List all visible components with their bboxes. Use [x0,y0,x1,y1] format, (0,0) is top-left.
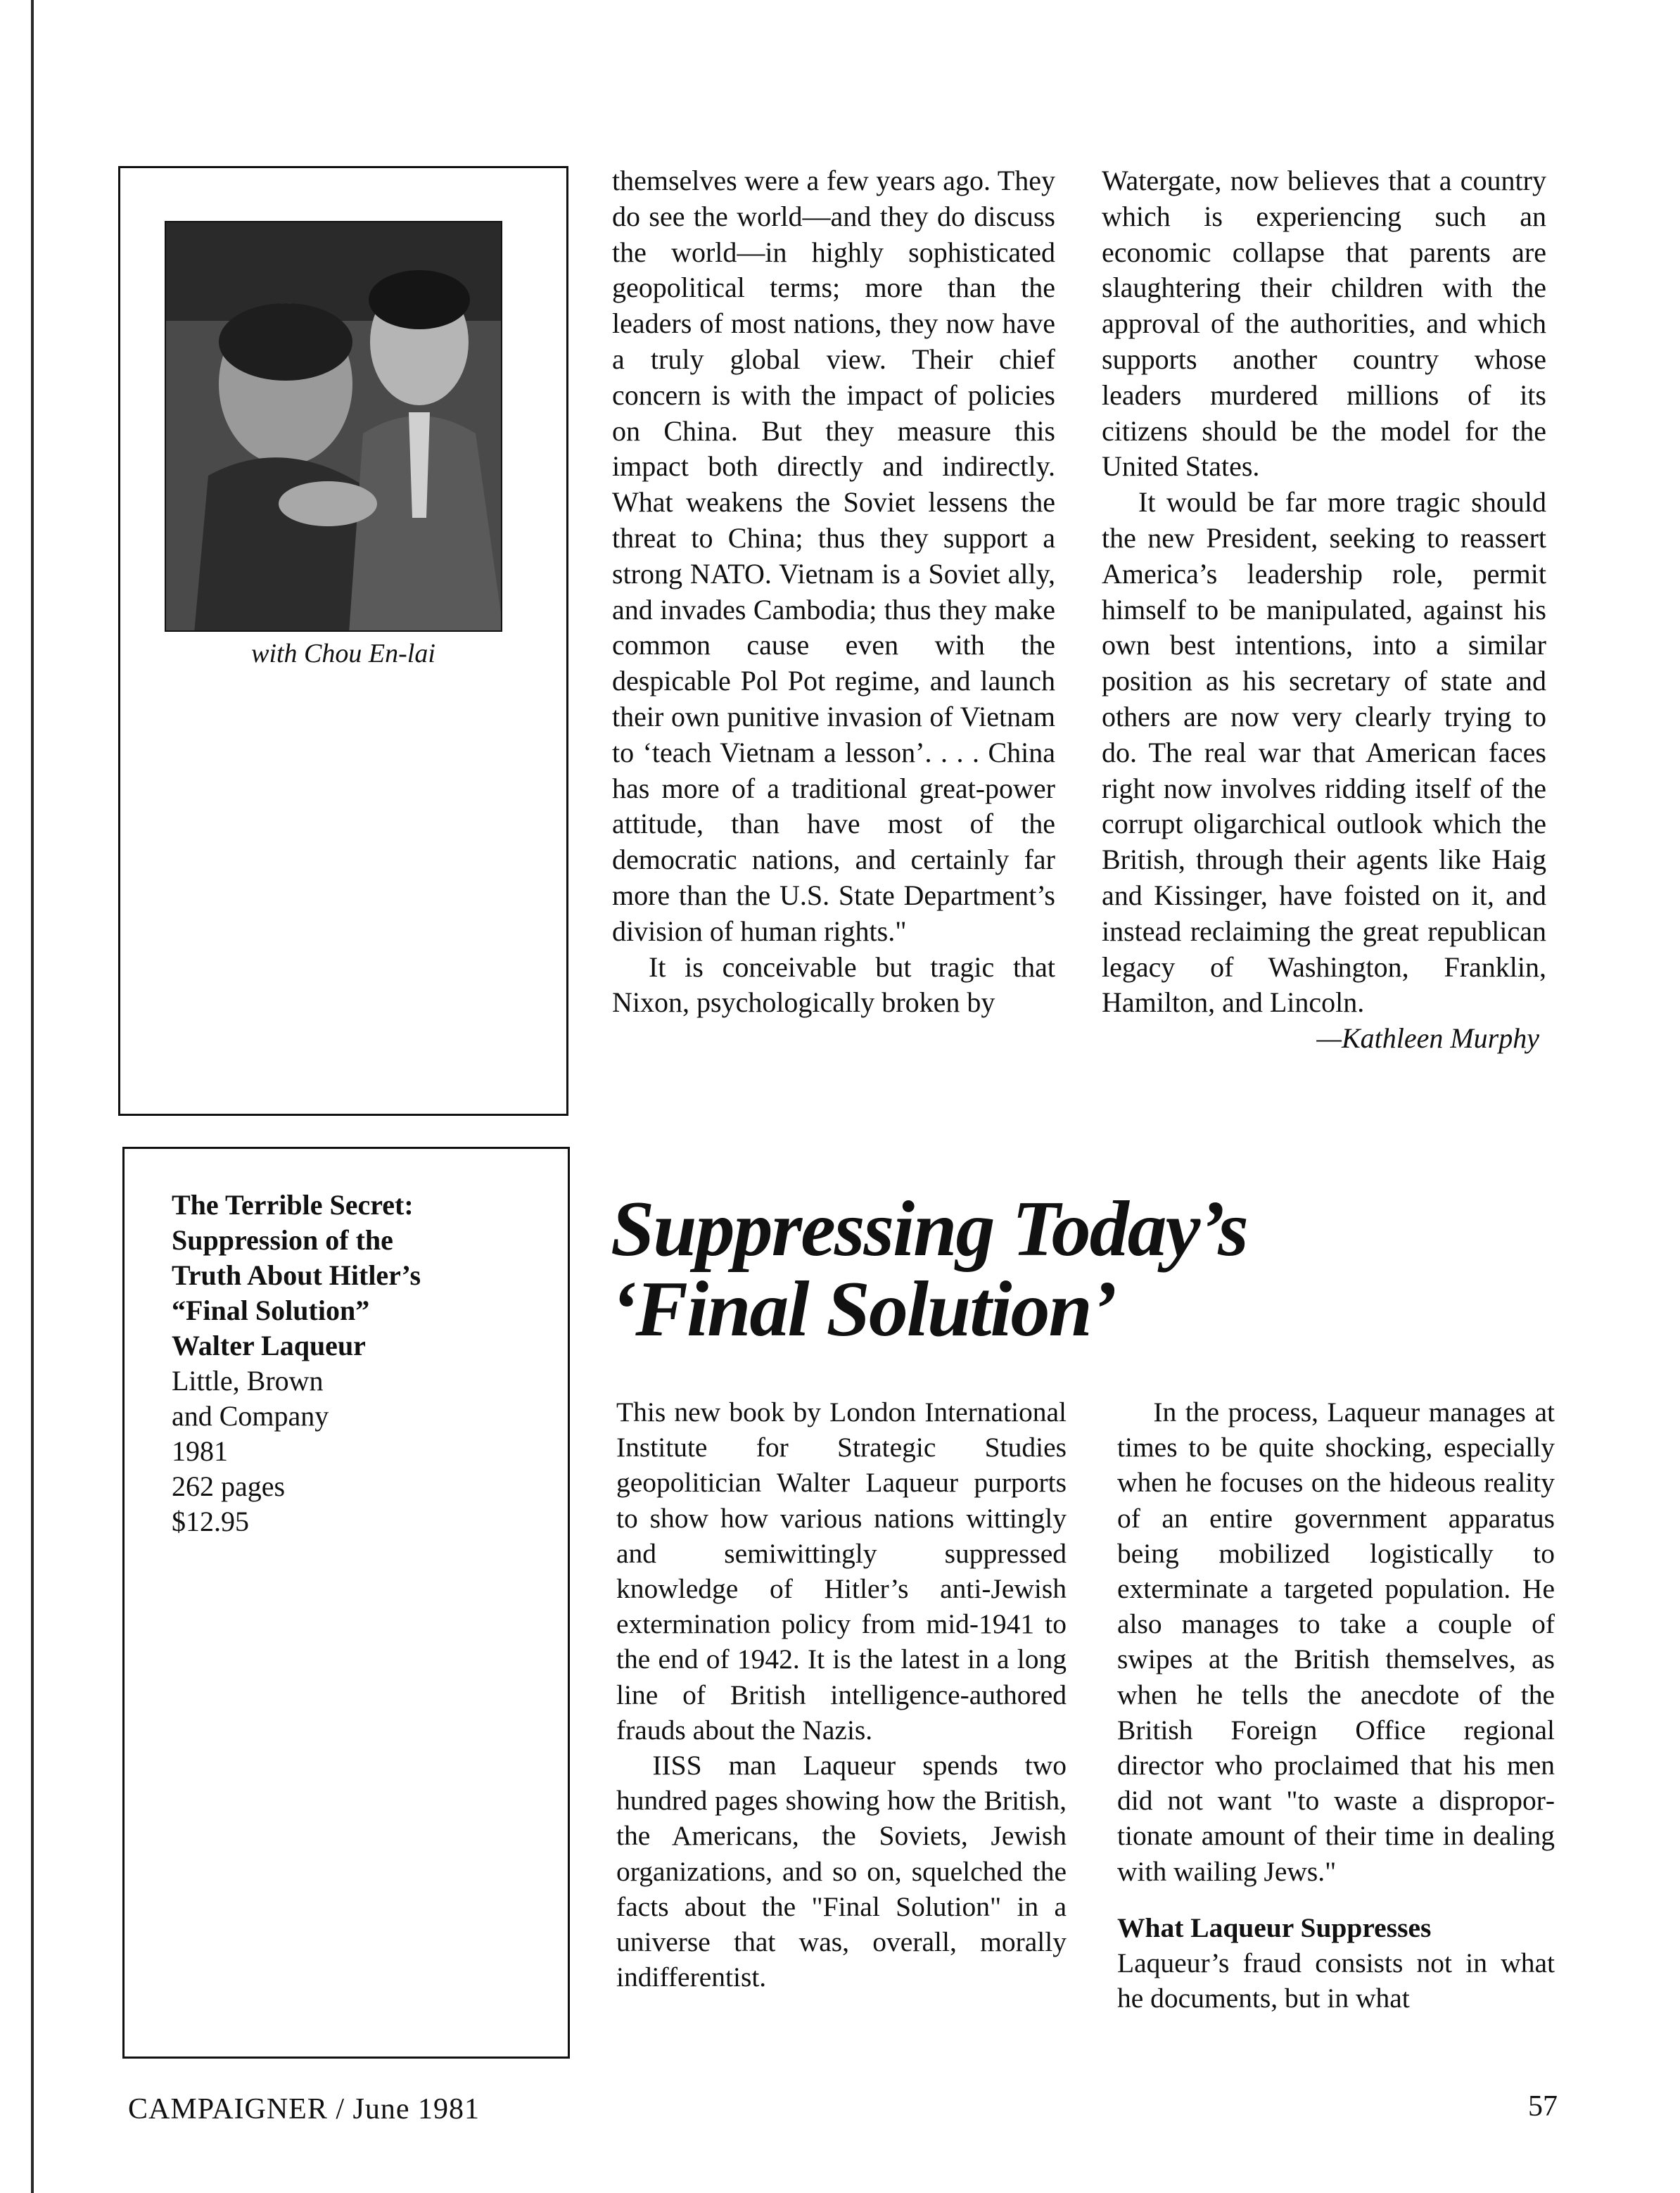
article-column-2 [1102,163,1546,1057]
paragraph: IISS man Laqueur spends two hundred pages showing how the British, the Americans, the Soviets, Jewish organizations, and so on, squelched the facts about the "Final Solution" in a universe that was, overall, morally indifferentist. [616,1750,1067,1993]
paragraph: It would be far more tragic should the new President, seeking to reassert America’s leadership role, permit himself to be manipulated, against his own best intentions, into a similar position as his secretary of state and others are now very clearly trying to do. The real war that American faces right now involves ridding itself of the corrupt oligarchical outlook which the British, through their agents like Haig and Kissinger, have foisted on it, and instead reclaiming the great republican legacy of Washington, Franklin, Hamilton, and Lincoln. [1102,486,1546,1019]
headline-line: ‘Final Solution’ [611,1266,1116,1353]
book-publisher: and Company [172,1400,329,1432]
author-signature: —Kathleen Murphy [1316,1022,1539,1055]
paragraph: In the process, Laqueur manages at times to be quite shocking, especially when he focuses on the hideous reality of an entire government apparatus being mobilized logistically to exterminate a targeted population. He also manages to take a couple of swipes at the British themselves, as when he tells the anecdote of the British Foreign Office regional director who proclaimed that his men did not want "to waste a disproportionate amount of their time in dealing with wailing Jews." [1117,1397,1555,1887]
book-year: 1981 [172,1435,228,1467]
page-number: 57 [1528,2090,1558,2123]
photo-caption: with Chou En-lai [251,639,435,668]
book-title-line: The Terrible Secret: [172,1189,414,1221]
article-column-3 [616,1394,1067,1995]
article-column-1 [612,163,1055,1021]
paragraph: It is conceivable but tragic that Nixon, psychologically broken by [612,951,1055,1019]
photo-illustration [166,222,502,632]
book-title-line: “Final Solution” [172,1295,370,1326]
publication-footer: CAMPAIGNER / June 1981 [128,2093,480,2125]
book-price: $12.95 [172,1506,249,1537]
section-subhead: What Laqueur Suppresses [1117,1912,1432,1943]
page-binding-edge [31,0,34,2193]
paragraph: themselves were a few years ago. They do see the world—and they do discuss the world—in highly sophisticated geopolitical terms; more than the leaders of most nations, they now have a truly global view. Their chief concern is with the impact of policies on China. But they measure this impact both directly and indirectly. What weakens the Soviet lessens the threat to China; thus they support a strong NATO. Vietnam is a Soviet ally, and invades Cambodia; thus they make common cause even with the despicable Pol Pot regime, and launch their own punitive invasion of Vietnam to ‘teach Vietnam a lesson’. . . . China has more of a traditional great-power attitude, than have most of the democratic nations, and certainly far more than the U.S. State Department’s division of human rights." [612,165,1055,947]
paragraph: Laqueur’s fraud consists not in what he documents, but in what [1117,1947,1555,2014]
book-pages: 262 pages [172,1470,286,1502]
paragraph: This new book by London International Institute for Strategic Studies geopolitician Walter Laqueur purports to show how various nations wittingly and semiwittingly suppressed knowledge of Hitler’s anti-Jewish extermination policy from mid-1941 to the end of 1942. It is the latest in a long line of British intelligence-authored frauds about the Nazis. [616,1397,1067,1746]
book-title-line: Suppression of the [172,1224,393,1256]
book-author: Walter Laqueur [172,1330,366,1361]
book-title-line: Truth About Hitler’s [172,1259,421,1291]
photo-nixon-chou-en-lai [165,221,502,632]
book-info [172,1188,537,1539]
book-publisher: Little, Brown [172,1365,324,1397]
article-headline [611,1186,1553,1353]
paragraph: Watergate, now believes that a country which is experiencing such an economic collapse that parents are slaughtering their children with the approval of the authorities, and which supports another country whose leaders murdered millions of its citizens should be the model for the United States. [1102,165,1546,483]
headline-line: Suppressing Today’s [611,1186,1247,1273]
article-column-4 [1117,1394,1555,2016]
